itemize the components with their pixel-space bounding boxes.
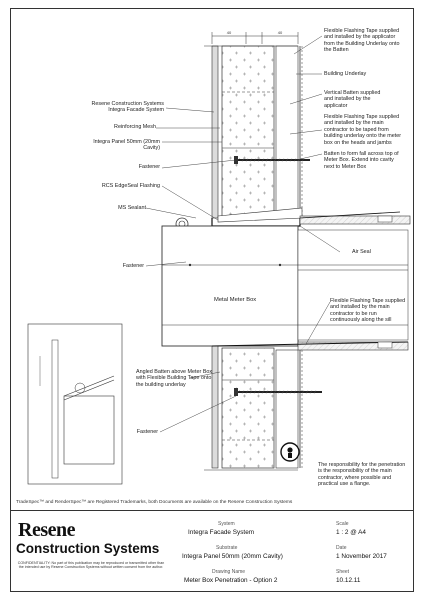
label-batten-fall: Batten to form fall across top of Meter Box. Extend into cavity next to Meter Box [324,151,399,170]
confidentiality-note: CONFIDENTIALITY: No part of this publication may be reproduced or transmitted other than the intended use by Resene Construction Systems without written consent from the author. [17,561,165,570]
logo-construction-systems: Construction Systems [16,541,160,556]
label-fastener-middle: Fastener [122,263,144,269]
label-ms-sealant: MS Sealant [118,205,146,211]
label-resene-system: Resene Construction Systems Integra Facade System [91,101,164,114]
substrate-value: Integra Panel 50mm (20mm Cavity) [182,553,283,560]
dim-text-left: 40 [226,30,232,35]
substrate-label: Substrate [216,545,238,551]
elevation-inset [28,324,122,484]
label-fastener-top: Fastener [138,164,160,170]
label-air-seal: Air Seal [352,249,371,255]
top-flange-right [300,212,410,224]
system-value: Integra Facade System [188,529,255,536]
sheet-label: Sheet [336,569,350,575]
label-fastener-bottom: Fastener [136,429,158,435]
logo-resene: Resene [18,519,75,541]
upper-wall-assembly [176,46,310,230]
label-angled-batten: Angled Batten above Meter Box with Flexible Building Tape onto the building underlay [136,369,213,388]
dimension-top [212,30,298,44]
drawing-name-value: Meter Box Penetration - Option 2 [184,577,278,584]
warning-hand-icon [281,443,299,461]
meter-box [162,226,408,346]
sheet-value: 10.12.11 [336,577,361,584]
lower-wall-assembly [212,342,408,468]
label-flex-tape-sill: Flexible Flashing Tape supplied and installed by the main contractor to be run continuously along the sill [330,298,406,324]
drawing-name-label: Drawing Name [212,569,246,575]
label-building-underlay: Building Underlay [324,71,367,77]
date-value: 1 November 2017 [336,553,387,560]
label-metal-meter-box: Metal Meter Box [214,297,257,303]
scale-label: Scale [336,521,349,527]
label-integra-panel: Integra Panel 50mm (20mm Cavity) [93,139,160,152]
scale-value: 1 : 2 @ A4 [336,529,366,536]
label-vertical-batten: Vertical Batten supplied and installed by the applicator [324,90,381,109]
label-flex-tape-applicator: Flexible Flashing Tape supplied and installed by the applicator from the Building Underlay onto the Batten [324,28,400,54]
label-reinforcing-mesh: Reinforcing Mesh [114,124,156,130]
label-flex-tape-main-contractor: Flexible Flashing Tape supplied and installed by the main contractor to be taped from building underlay onto the meter box on the heads and jambs [324,114,402,146]
dim-text-right: 40 [277,30,283,35]
system-label: System [218,521,235,527]
title-block [10,510,414,592]
label-edgeseal-flashing: RCS EdgeSeal Flashing [101,183,160,189]
date-label: Date [336,545,347,551]
footnote-trademarks: TradeSpec™ and RenderSpec™ are Registered Trademarks, both Documents are available on the Resene Construction Systems [16,500,293,505]
label-penetration-note: The responsibility for the penetration is the responsibility of the main contractor, where possible and practical use a flange. [318,462,406,488]
